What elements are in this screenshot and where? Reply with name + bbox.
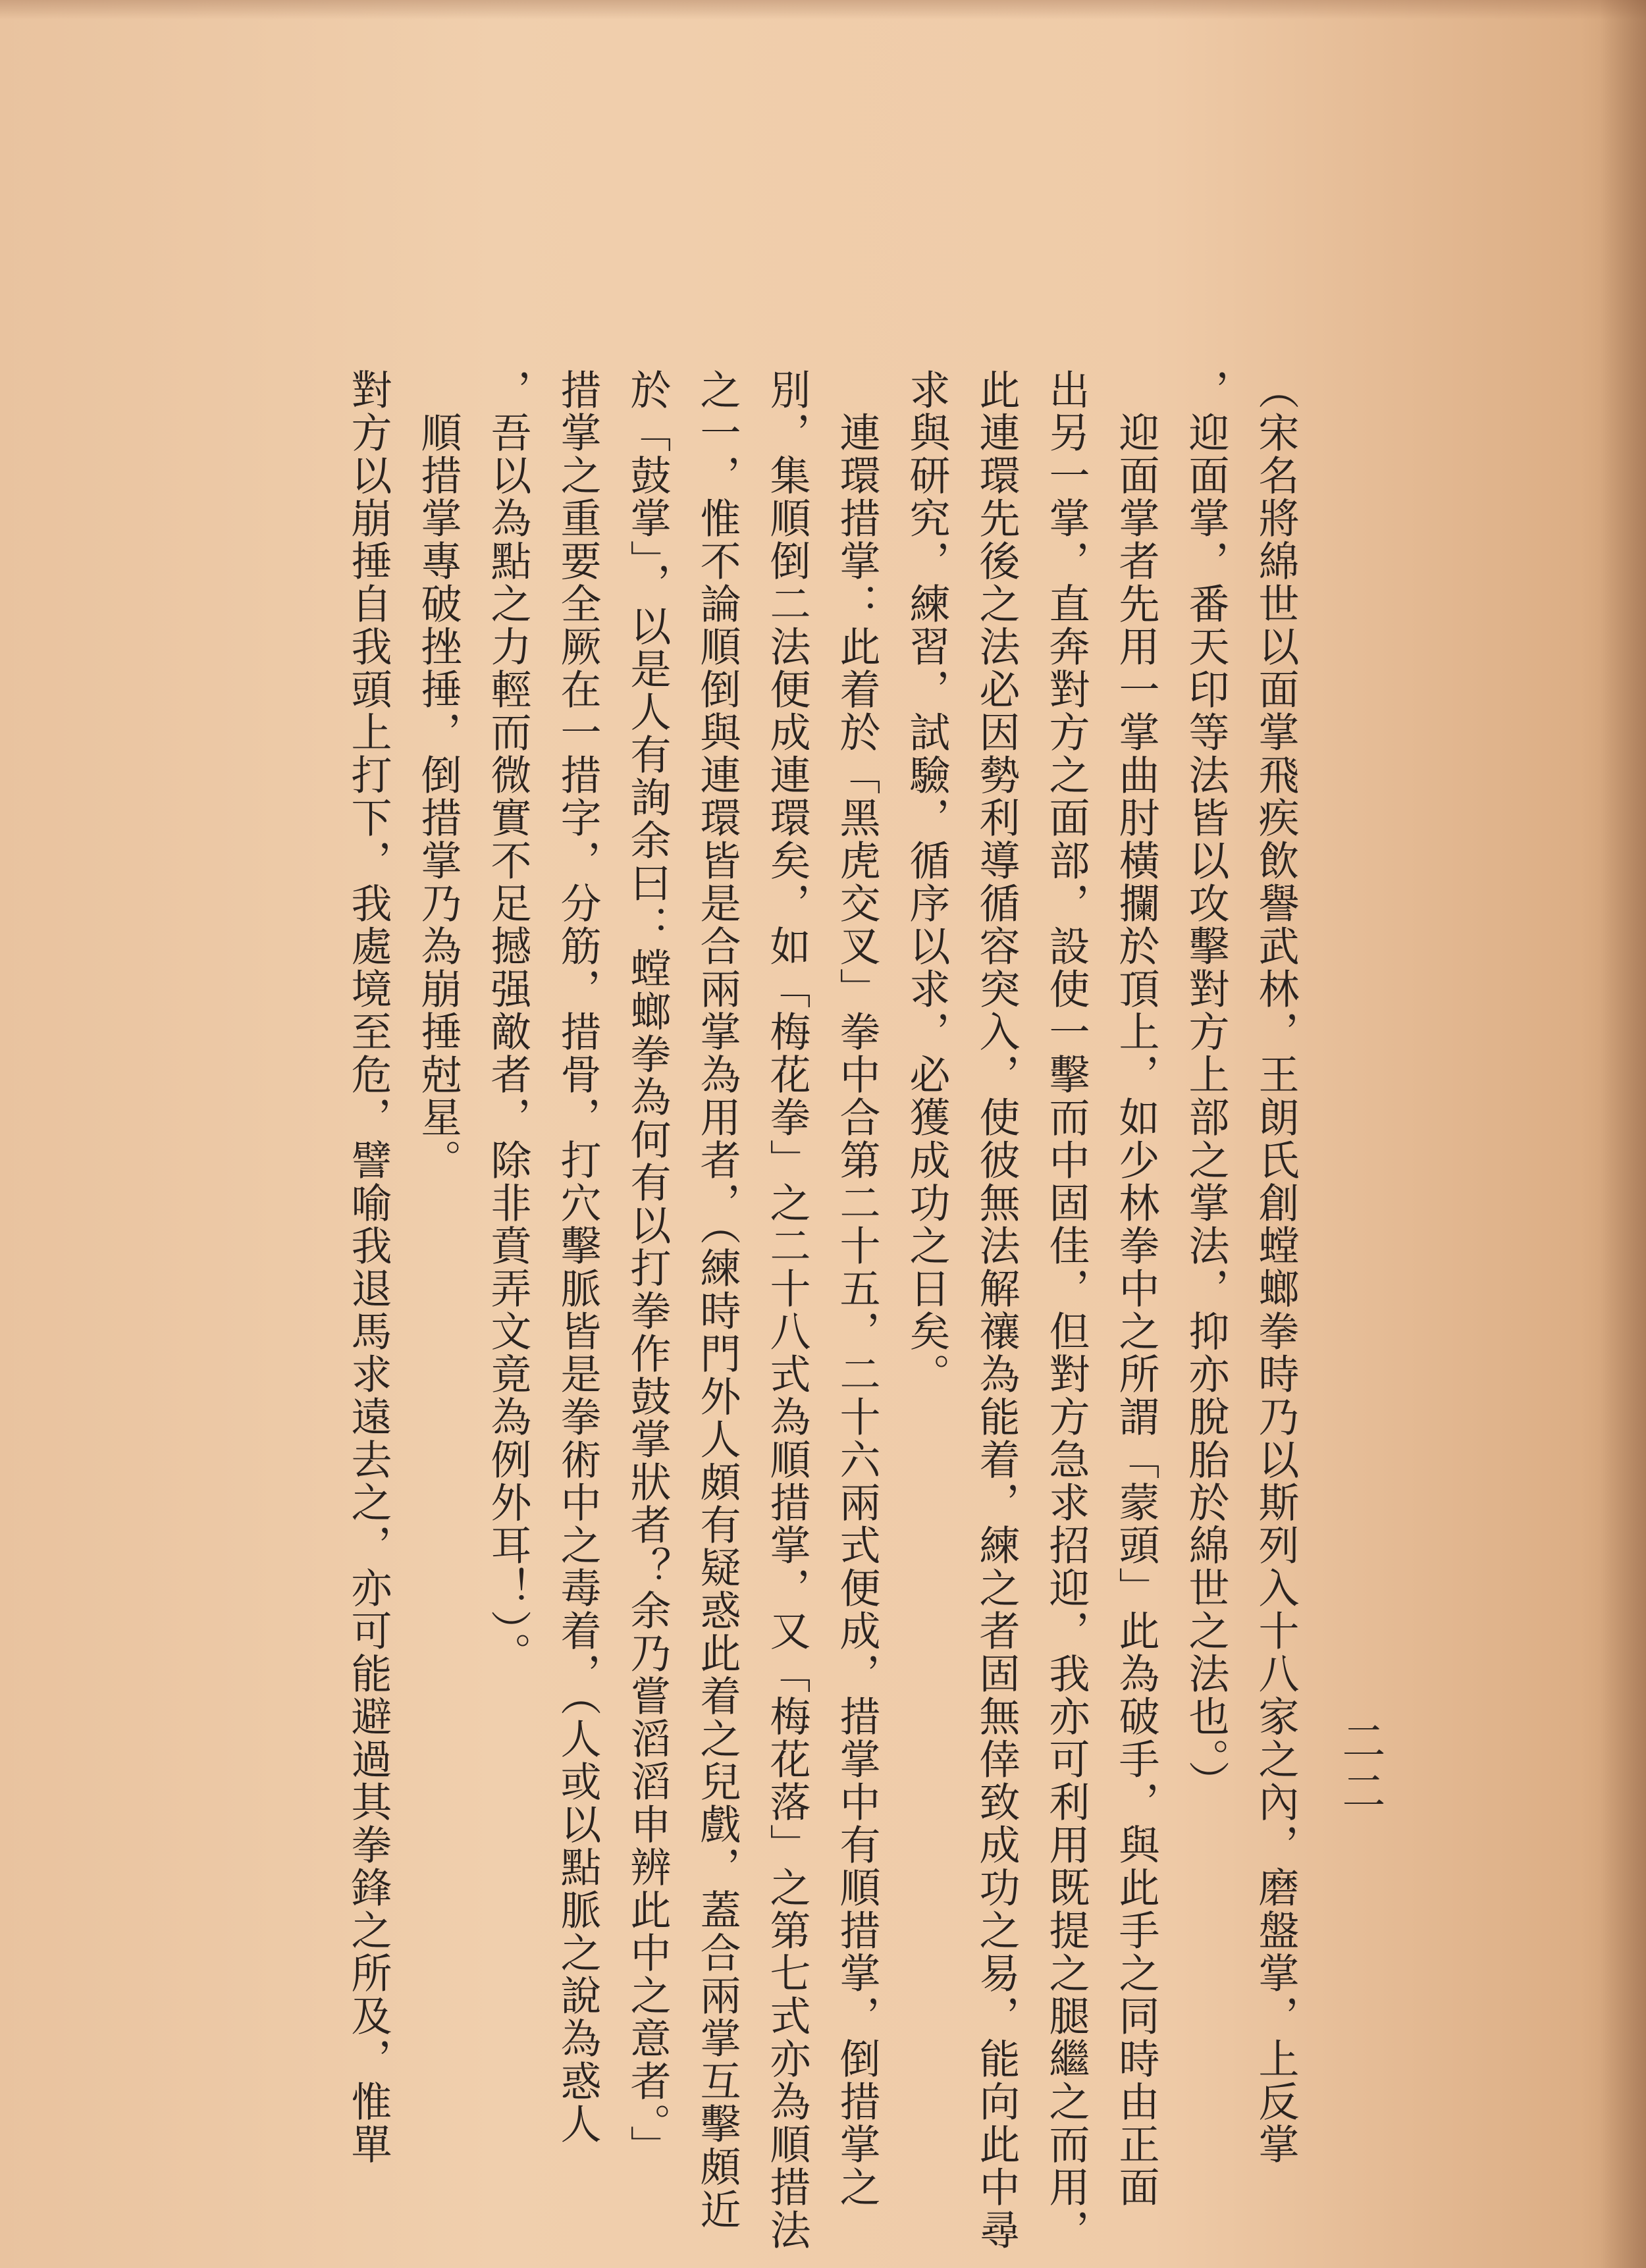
text-column: 措掌之重要全厥在一措字，分筋，措骨，打穴擊脈皆是拳術中之毒着，（人或以點脈之說為惑人 (554, 369, 602, 2146)
text-column: 之一，惟不論順倒與連環皆是合兩掌為用者，（練時門外人頗有疑惑此着之兒戲，蓋合兩掌互擊頗近 (693, 369, 741, 2231)
text-column: 迎面掌者先用一掌曲肘橫攔於頂上，如少林拳中之所謂「蒙頭」此為破手，與此手之同時由正面 (1112, 369, 1160, 2209)
page-spine-shadow (1600, 0, 1646, 2268)
text-column: 順措掌專破挫捶，倒措掌乃為崩捶尅星。 (414, 369, 462, 1182)
text-column: 別，集順倒二法便成連環矣，如「梅花拳」之二十八式為順措掌，又「梅花落」之第七式亦為順措法 (763, 369, 811, 2252)
text-column: 連環措掌：此着於「黑虎交叉」拳中合第二十五，二十六兩式便成，措掌中有順措掌，倒措掌之 (833, 369, 881, 2209)
page-top-edge-shadow (0, 0, 1646, 20)
text-column: 求與研究，練習，試驗，循序以求，必獲成功之日矣。 (903, 369, 951, 1396)
text-column: ，吾以為點之力輕而微實不足撼强敵者，除非賁弄文竟為例外耳！）。 (484, 369, 532, 1675)
text-column: ，迎面掌，番天印等法皆以攻擊對方上部之掌法，抑亦脫胎於綿世之法也。） (1182, 369, 1230, 1803)
text-column: 出另一掌，直奔對方之面部，設使一擊而中固佳，但對方急求招迎，我亦可利用既提之腿繼之而用， (1042, 369, 1090, 2252)
page-number: 二二 (1335, 1718, 1385, 1818)
body-text (224, 369, 1310, 2252)
text-column: 於「鼓掌」，以是人有詢余曰：螳螂拳為何有以打拳作鼓掌狀者？余乃嘗滔滔申辨此中之意者。」 (624, 369, 672, 2168)
text-column: 對方以崩捶自我頭上打下，我處境至危，譬喻我退馬求遠去之，亦可能避過其拳鋒之所及，惟單 (344, 369, 392, 2166)
text-column: （宋名將綿世以面掌飛疾飲譽武林，王朗氏創螳螂拳時乃以斯列入十八家之內，磨盤掌，上反掌 (1252, 369, 1300, 2166)
text-column: 此連環先後之法必因勢利導循容突入，使彼無法解禳為能着，練之者固無倖致成功之易，能向此中尋 (972, 369, 1021, 2252)
